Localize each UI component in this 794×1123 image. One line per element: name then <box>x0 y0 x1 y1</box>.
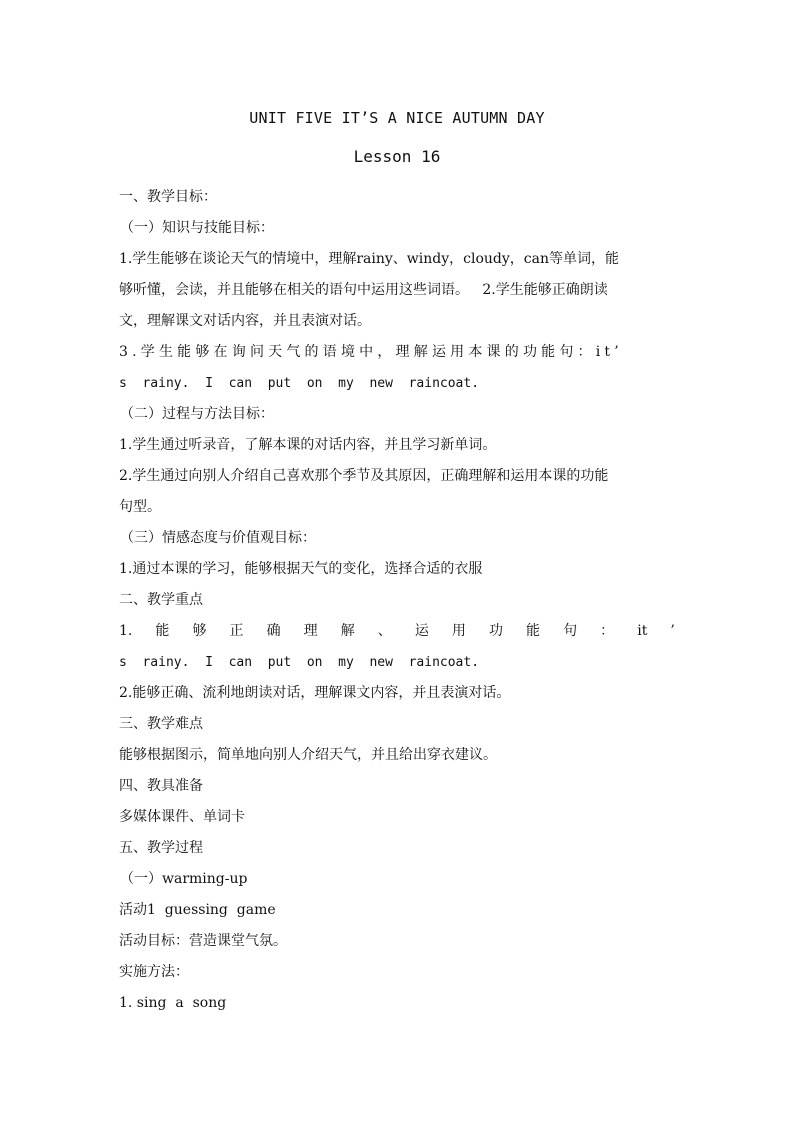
subheading-warming-up: （一）warming-up <box>120 871 248 887</box>
paragraph-line: 1.学生通过听录音，了解本课的对话内容，并且学习新单词。 <box>119 437 497 453</box>
spread-char: ： <box>600 623 615 639</box>
section-heading-teaching-aids: 四、教具准备 <box>119 778 203 794</box>
implementation-heading: 实施方法： <box>119 964 189 980</box>
spread-char: 理 <box>303 623 318 639</box>
paragraph-line: 多媒体课件、单词卡 <box>119 809 245 825</box>
subheading-knowledge-skills: （一）知识与技能目标： <box>120 220 274 236</box>
section-heading-key-points: 二、教学重点 <box>119 592 203 608</box>
paragraph-line: 句型。 <box>119 499 161 515</box>
spread-char: 、 <box>377 623 392 639</box>
spread-char: it <box>637 623 648 639</box>
activity-title: 活动1 guessing game <box>119 902 276 918</box>
implementation-step: 1. sing a song <box>119 995 227 1011</box>
document-page <box>119 104 675 1019</box>
subheading-emotion-values: （三）情感态度与价值观目标： <box>120 530 316 546</box>
section-heading-teaching-process: 五、教学过程 <box>119 840 203 856</box>
activity-goal: 活动目标：营造课堂气氛。 <box>119 933 287 949</box>
spread-char: 句 <box>563 623 578 639</box>
paragraph-line: 1.学生能够在谈论天气的情境中，理解rainy、windy，cloudy，can等单词，能 <box>119 251 619 267</box>
paragraph-line: 2.能够正确、流利地朗读对话，理解课文内容，并且表演对话。 <box>119 685 511 701</box>
spread-char: 用 <box>451 623 466 639</box>
spread-char: 解 <box>340 623 355 639</box>
paragraph-line: 文，理解课文对话内容，并且表演对话。 <box>119 313 371 329</box>
document-title: UNIT FIVE IT’S A NICE AUTUMN DAY <box>249 109 545 127</box>
paragraph-line: 1.通过本课的学习，能够根据天气的变化，选择合适的衣服 <box>119 561 483 577</box>
paragraph-line: 能够根据图示，简单地向别人介绍天气，并且给出穿衣建议。 <box>119 747 497 763</box>
section-heading-objectives: 一、教学目标： <box>119 189 217 205</box>
paragraph-line-english: s rainy. I can put on my new raincoat. <box>119 655 480 670</box>
spread-char: 1. <box>119 623 133 639</box>
subheading-process-methods: （二）过程与方法目标： <box>120 406 274 422</box>
paragraph-line: 2.学生通过向别人介绍自己喜欢那个季节及其原因，正确理解和运用本课的功能 <box>119 468 609 484</box>
spread-char: ’ <box>670 623 675 639</box>
spread-char: 能 <box>526 623 541 639</box>
spread-char: 够 <box>192 623 207 639</box>
section-heading-difficulties: 三、教学难点 <box>119 716 203 732</box>
paragraph-line-english: s rainy. I can put on my new raincoat. <box>119 376 480 391</box>
spread-char: 运 <box>414 623 429 639</box>
paragraph-line: 3.学生能够在询问天气的语境中，理解运用本课的功能句：it’ <box>119 344 623 360</box>
spread-char: 能 <box>155 623 170 639</box>
paragraph-line: 够听懂，会读，并且能够在相关的语句中运用这些词语。 2.学生能够正确朗读 <box>119 282 608 298</box>
lesson-subtitle: Lesson 16 <box>353 147 441 166</box>
spread-char: 正 <box>229 623 244 639</box>
key-point-line-spread <box>119 616 675 647</box>
spread-char: 功 <box>488 623 503 639</box>
spread-char: 确 <box>266 623 281 639</box>
